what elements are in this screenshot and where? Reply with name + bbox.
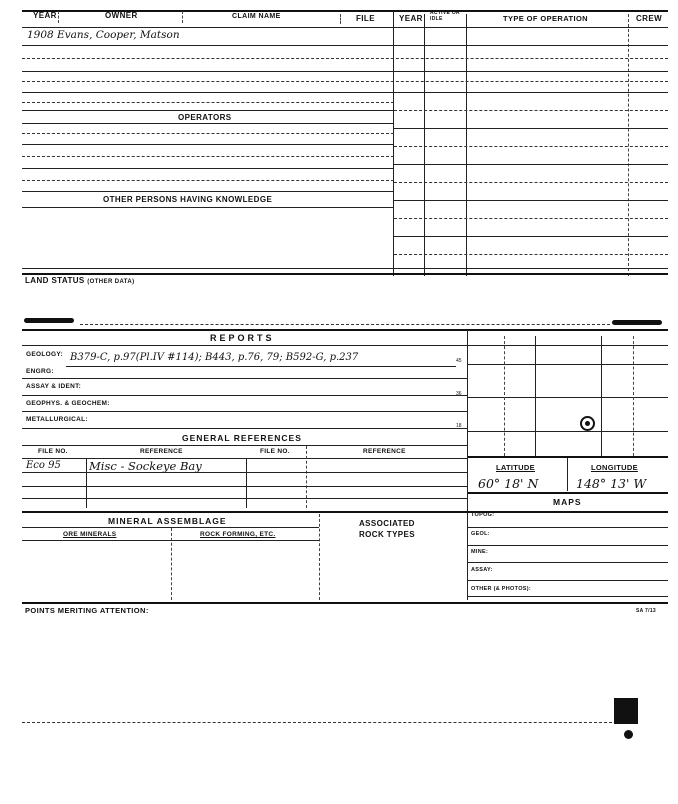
form-number: SA 7/13 [636,608,656,614]
ink-blot-square [614,698,638,724]
margin-mark-1: 45 [456,358,462,364]
margin-mark-3: 18 [456,423,462,429]
geology-value: B379-C, p.97(Pl.IV #114); B443, p.76, 79; B592-G, p.237 [70,352,359,363]
longitude-label: LONGITUDE [591,463,638,472]
associated-rock-types-label: ASSOCIATED ROCK TYPES [359,519,416,539]
land-status-label [25,276,135,285]
gr-header-reference-2: REFERENCE [363,448,406,455]
ore-minerals-label: ORE MINERALS [63,531,117,538]
gr-header-file-no-2: FILE NO. [260,448,290,455]
engrg-label: ENGRG: [26,368,54,375]
geophys-label: GEOPHYS. & GEOCHEM: [26,400,110,407]
ink-blot-dot [624,730,633,739]
latitude-label: LATITUDE [496,463,535,472]
points-meriting-attention-label: POINTS MERITING ATTENTION: [25,606,149,615]
col-claim-name: CLAIM NAME [232,13,281,20]
gr-header-file-no-1: FILE NO. [38,448,68,455]
assay-label: ASSAY & IDENT: [26,383,82,390]
mineral-assemblage-title: MINERAL ASSEMBLAGE [108,516,227,526]
margin-mark-2: 36 [456,391,462,397]
land-status-sublabel: (OTHER DATA) [87,279,135,285]
col-year: YEAR [33,11,57,20]
ink-blot-right [612,320,662,325]
maps-topog-label: TOPOG: [471,512,495,518]
metallurgical-label: METALLURGICAL: [26,416,88,423]
col-year-2: YEAR [399,14,423,23]
maps-other-label: OTHER (& PHOTOS): [471,586,531,592]
land-status-title: LAND STATUS [25,276,85,285]
other-persons-label: OTHER PERSONS HAVING KNOWLEDGE [103,195,273,204]
latitude-value: 60° 18' N [478,476,539,491]
col-active-or-idle: ACTIVE OR IDLE [430,10,460,22]
reports-title: REPORTS [210,333,275,343]
gr-entry-file-no: Eco 95 [26,460,61,471]
gr-entry-reference: Misc - Sockeye Bay [89,459,202,473]
operators-label: OPERATORS [178,113,232,122]
gr-header-reference-1: REFERENCE [140,448,183,455]
maps-mine-label: MINE: [471,549,489,555]
ink-blot-left [24,318,74,323]
col-type-of-operation: TYPE OF OPERATION [503,14,589,23]
geology-label: GEOLOGY: [26,351,63,358]
maps-title: MAPS [553,497,582,507]
handwritten-owner-entry: 1908 Evans, Cooper, Matson [27,29,180,41]
longitude-value: 148° 13' W [576,476,647,491]
location-marker-icon [580,416,595,431]
general-references-title: GENERAL REFERENCES [182,433,302,443]
maps-geol-label: GEOL: [471,531,490,537]
col-file: FILE [356,14,375,23]
col-owner: OWNER [105,11,138,20]
maps-assay-label: ASSAY: [471,567,493,573]
rock-forming-label: ROCK FORMING, ETC. [200,531,276,538]
col-crew: CREW [636,14,663,23]
